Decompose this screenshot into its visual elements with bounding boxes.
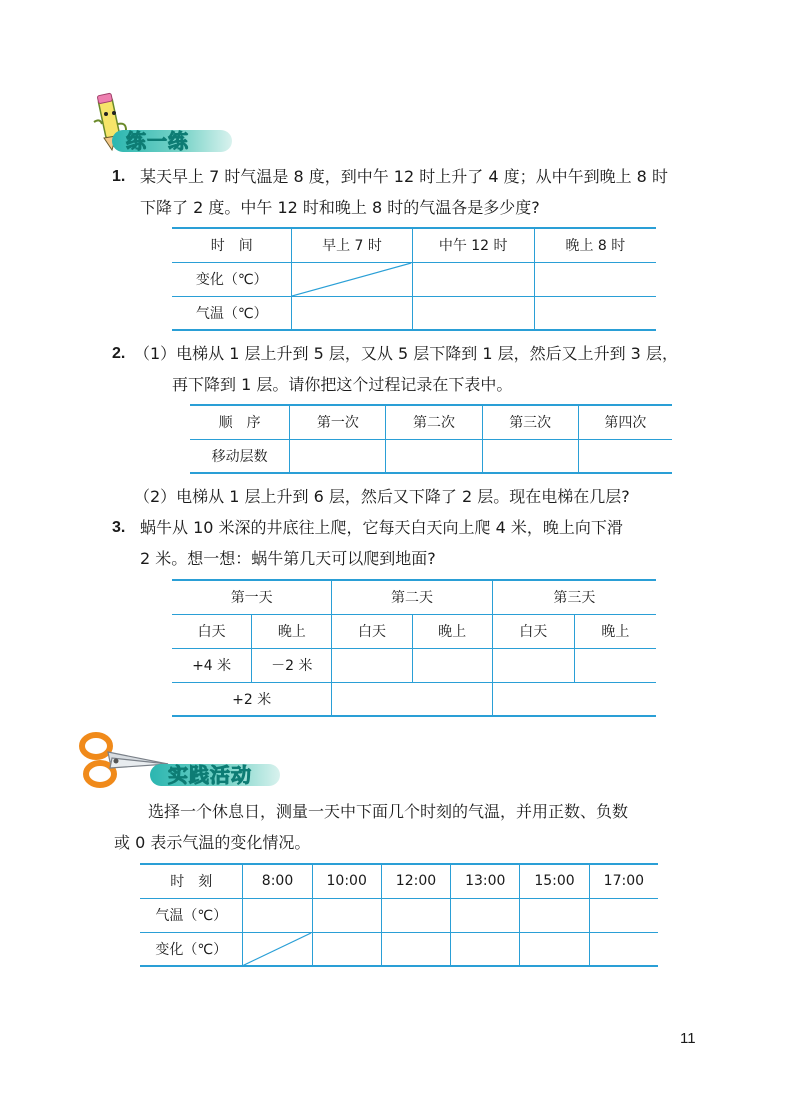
section-heading-practice: 练一练: [126, 129, 189, 153]
answer-cell[interactable]: [492, 682, 656, 716]
answer-cell[interactable]: [520, 898, 589, 932]
table-header: 15:00: [520, 864, 589, 898]
answer-cell[interactable]: [332, 682, 492, 716]
question-number: 1.: [112, 168, 126, 185]
question-text: 再下降到 1 层。请你把这个过程记录在下表中。: [172, 375, 513, 394]
table-subheader: 晚上: [252, 614, 332, 648]
question-text: 2 米。想一想：蜗牛第几天可以爬到地面?: [140, 549, 436, 568]
answer-cell[interactable]: [451, 932, 520, 966]
answer-cell[interactable]: [412, 262, 534, 296]
question-text: 蜗牛从 10 米深的井底往上爬，它每天白天向上爬 4 米，晚上向下滑: [140, 518, 623, 537]
activity-text: 选择一个休息日，测量一天中下面几个时刻的气温，并用正数、负数: [148, 802, 629, 821]
page-number: 11: [680, 1030, 696, 1047]
table-header: 早上 7 时: [292, 228, 412, 262]
row-label: 变化（℃）: [140, 932, 243, 966]
table-header: 第三天: [492, 580, 656, 614]
table-value: +2 米: [172, 682, 332, 716]
answer-cell[interactable]: [386, 439, 482, 473]
snail-table: [172, 579, 656, 717]
table-value: +4 米: [172, 648, 252, 682]
temperature-table: [172, 227, 656, 331]
table-header: 8:00: [243, 864, 312, 898]
table-subheader: 白天: [492, 614, 574, 648]
answer-cell[interactable]: [589, 932, 658, 966]
answer-cell[interactable]: [312, 932, 381, 966]
table-header: 中午 12 时: [412, 228, 534, 262]
table-header: 12:00: [381, 864, 450, 898]
table-header: 第二次: [386, 405, 482, 439]
answer-cell[interactable]: [412, 296, 534, 330]
answer-cell[interactable]: [534, 262, 656, 296]
answer-cell[interactable]: [412, 648, 492, 682]
question-text: （1）电梯从 1 层上升到 5 层，又从 5 层下降到 1 层，然后又上升到 3 层，: [134, 344, 678, 363]
table-subheader: 晚上: [412, 614, 492, 648]
answer-cell[interactable]: [574, 648, 656, 682]
table-subheader: 晚上: [574, 614, 656, 648]
question-number: 2.: [112, 345, 126, 362]
answer-cell[interactable]: [332, 648, 412, 682]
table-header: 17:00: [589, 864, 658, 898]
table-header: 晚上 8 时: [534, 228, 656, 262]
table-header: 顺 序: [190, 405, 290, 439]
table-header: 时 间: [172, 228, 292, 262]
answer-cell[interactable]: [312, 898, 381, 932]
section-heading-activity: 实践活动: [168, 763, 252, 787]
answer-cell[interactable]: [292, 296, 412, 330]
table-subheader: 白天: [172, 614, 252, 648]
answer-cell[interactable]: [482, 439, 578, 473]
answer-cell[interactable]: [534, 296, 656, 330]
answer-cell[interactable]: [290, 439, 386, 473]
question-text: （2）电梯从 1 层上升到 6 层，然后又下降了 2 层。现在电梯在几层?: [134, 487, 630, 506]
answer-cell[interactable]: [243, 898, 312, 932]
table-header: 10:00: [312, 864, 381, 898]
answer-cell[interactable]: [589, 898, 658, 932]
question-number: 3.: [112, 519, 126, 536]
answer-cell[interactable]: [492, 648, 574, 682]
table-header: 第一次: [290, 405, 386, 439]
answer-cell[interactable]: [520, 932, 589, 966]
answer-cell[interactable]: [451, 898, 520, 932]
table-header: 第二天: [332, 580, 492, 614]
question-text: 下降了 2 度。中午 12 时和晚上 8 时的气温各是多少度?: [140, 198, 540, 217]
question-text: 某天早上 7 时气温是 8 度，到中午 12 时上升了 4 度；从中午到晚上 8 时: [140, 167, 668, 186]
row-label: 气温（℃）: [140, 898, 243, 932]
row-label: 移动层数: [190, 439, 290, 473]
table-subheader: 白天: [332, 614, 412, 648]
row-label: 气温（℃）: [172, 296, 292, 330]
table-header: 第一天: [172, 580, 332, 614]
answer-cell[interactable]: [381, 932, 450, 966]
table-header: 第四次: [578, 405, 672, 439]
diagonal-cell: [292, 262, 412, 296]
answer-cell[interactable]: [578, 439, 672, 473]
diagonal-cell: [243, 932, 312, 966]
row-label: 变化（℃）: [172, 262, 292, 296]
answer-cell[interactable]: [381, 898, 450, 932]
table-header: 第三次: [482, 405, 578, 439]
elevator-table: [190, 404, 672, 474]
table-header: 13:00: [451, 864, 520, 898]
table-header: 时 刻: [140, 864, 243, 898]
table-value: －2 米: [252, 648, 332, 682]
activity-table: [140, 863, 658, 967]
activity-text: 或 0 表示气温的变化情况。: [114, 833, 311, 852]
